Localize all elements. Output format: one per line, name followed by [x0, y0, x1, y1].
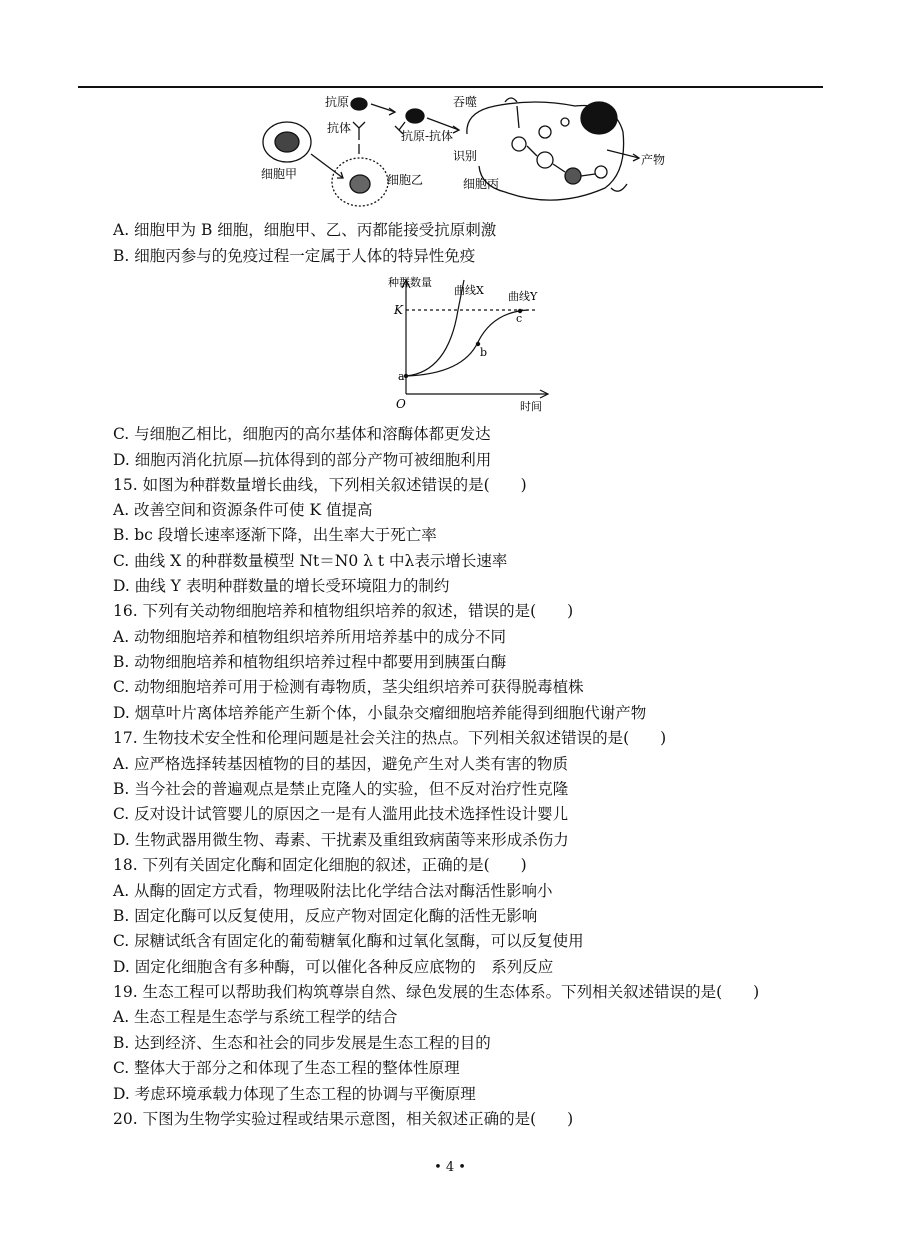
recognition-label: 识别	[453, 149, 478, 163]
curve-y	[406, 310, 528, 376]
product-label: 产物	[641, 153, 666, 167]
question-15: 15. 如图为种群数量增长曲线，下列相关叙述错误的是( )	[113, 476, 527, 494]
antibody-label: 抗体	[327, 121, 352, 135]
option-17b: B. 当今社会的普遍观点是禁止克隆人的实验，但不反对治疗性克隆	[113, 780, 569, 798]
antigen-label: 抗原	[325, 95, 350, 109]
option-17a: A. 应严格选择转基因植物的目的基因，避免产生对人类有害的物质	[113, 755, 569, 773]
question-19: 19. 生态工程可以帮助我们构筑尊崇自然、绿色发展的生态体系。下列相关叙述错误的是( )	[113, 983, 760, 1001]
option-18b: B. 固定化酶可以反复使用，反应产物对固定化酶的活性无影响	[113, 907, 538, 925]
option-14d: D. 细胞丙消化抗原—抗体得到的部分产物可被细胞利用	[113, 451, 492, 469]
curve-y-label: 曲线Y	[508, 290, 538, 303]
option-15c: C. 曲线 X 的种群数量模型 Nt＝N0 λ t 中λ表示增长速率	[113, 552, 508, 570]
option-15d: D. 曲线 Y 表明种群数量的增长受环境阻力的制约	[113, 577, 450, 595]
option-14c: C. 与细胞乙相比，细胞丙的高尔基体和溶酶体都更发达	[113, 425, 491, 443]
cell-bing-label: 细胞丙	[463, 177, 500, 191]
complex-label: 抗原-抗体	[401, 129, 454, 143]
x-axis-label: 时间	[520, 400, 542, 413]
option-15a: A. 改善空间和资源条件可使 K 值提高	[113, 501, 373, 519]
question-17: 17. 生物技术安全性和伦理问题是社会关注的热点。下列相关叙述错误的是( )	[113, 729, 667, 747]
option-19c: C. 整体大于部分之和体现了生态工程的整体性原理	[113, 1059, 460, 1077]
page-number: • 4 •	[434, 1160, 466, 1175]
option-18d: D. 固定化细胞含有多种酶，可以催化各种反应底物的 系列反应	[113, 958, 554, 976]
header-rule	[78, 86, 823, 88]
cell-jia-label: 细胞甲	[261, 167, 298, 181]
phagocytosis-label: 吞噬	[453, 95, 478, 109]
option-19b: B. 达到经济、生态和社会的同步发展是生态工程的目的	[113, 1034, 491, 1052]
point-c-label: c	[516, 312, 523, 325]
curve-x-label: 曲线X	[454, 284, 484, 297]
population-growth-figure	[388, 272, 558, 414]
point-a-label: a	[398, 370, 405, 383]
option-19d: D. 考虑环境承载力体现了生态工程的协调与平衡原理	[113, 1085, 476, 1103]
question-16: 16. 下列有关动物细胞培养和植物组织培养的叙述，错误的是( )	[113, 602, 574, 620]
option-17d: D. 生物武器用微生物、毒素、干扰素及重组致病菌等来形成杀伤力	[113, 831, 569, 849]
question-20: 20. 下图为生物学实验过程或结果示意图，相关叙述正确的是( )	[113, 1110, 574, 1128]
option-16b: B. 动物细胞培养和植物组织培养过程中都要用到胰蛋白酶	[113, 653, 507, 671]
option-17c: C. 反对设计试管婴儿的原因之一是有人滥用此技术选择性设计婴儿	[113, 805, 569, 823]
option-16d: D. 烟草叶片离体培养能产生新个体，小鼠杂交瘤细胞培养能得到细胞代谢产物	[113, 704, 647, 722]
origin-label: O	[396, 397, 406, 411]
y-axis-label: 种群数量	[388, 276, 432, 289]
option-16c: C. 动物细胞培养可用于检测有毒物质，茎尖组织培养可获得脱毒植株	[113, 678, 584, 696]
immune-process-figure	[255, 92, 675, 212]
k-label: K	[394, 303, 403, 317]
cell-yi-label: 细胞乙	[387, 173, 424, 187]
option-19a: A. 生态工程是生态学与系统工程学的结合	[113, 1008, 398, 1026]
point-b-label: b	[480, 346, 488, 359]
option-18a: A. 从酶的固定方式看，物理吸附法比化学结合法对酶活性影响小	[113, 882, 553, 900]
option-15b: B. bc 段增长速率逐渐下降，出生率大于死亡率	[113, 526, 437, 544]
option-14b: B. 细胞丙参与的免疫过程一定属于人体的特异性免疫	[113, 247, 476, 265]
option-14a: A. 细胞甲为 B 细胞，细胞甲、乙、丙都能接受抗原刺激	[113, 221, 497, 239]
option-18c: C. 尿糖试纸含有固定化的葡萄糖氧化酶和过氧化氢酶，可以反复使用	[113, 932, 584, 950]
option-16a: A. 动物细胞培养和植物组织培养所用培养基中的成分不同	[113, 628, 507, 646]
question-18: 18. 下列有关固定化酶和固定化细胞的叙述，正确的是( )	[113, 856, 527, 874]
